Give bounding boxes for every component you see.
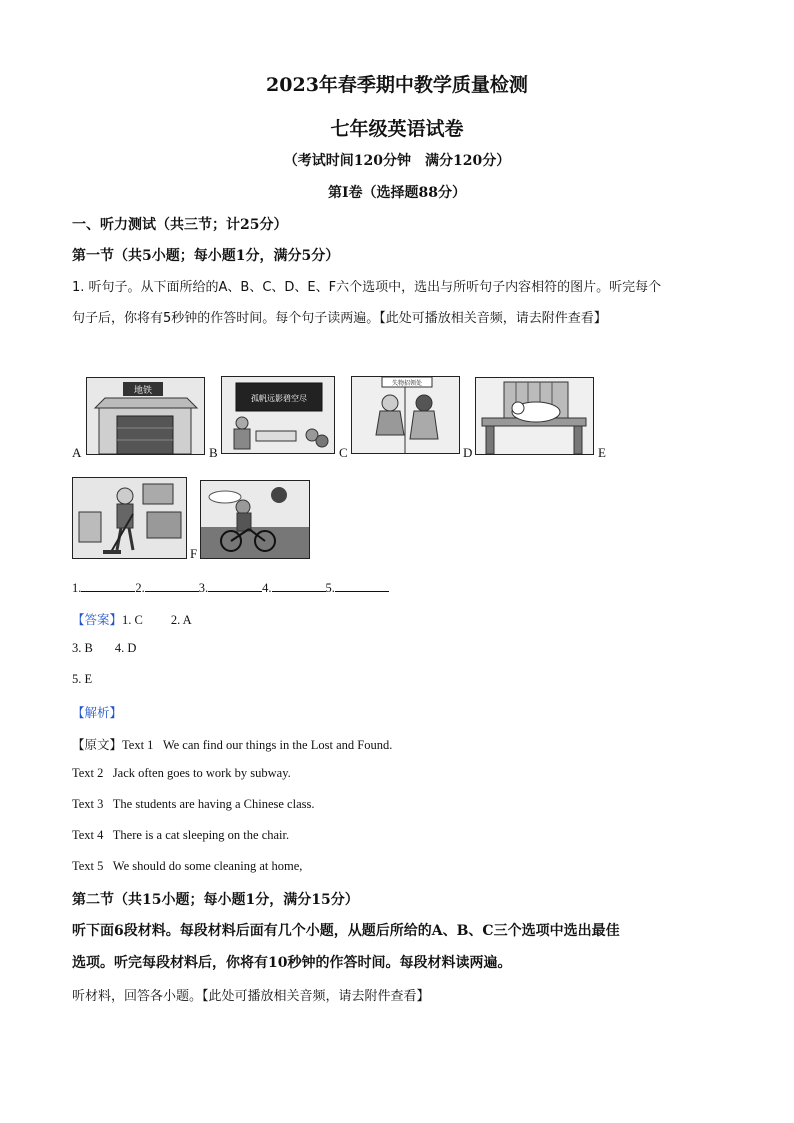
part2-heading: 第二节（共15小题；每小题1分，满分15分）	[72, 892, 359, 908]
answer-1: 1. C	[122, 613, 143, 627]
volume-heading: 第Ⅰ卷（选择题88分）	[327, 185, 467, 201]
text-1-label: Text 1	[122, 738, 154, 752]
text-3-sentence: The students are having a Chinese class.	[112, 797, 315, 811]
picture-a-subway	[86, 377, 205, 455]
answer-row-3	[72, 672, 92, 687]
text-3-label: Text 3	[72, 797, 104, 811]
blank-5[interactable]	[335, 580, 389, 592]
blackboard-text: 孤帆远影碧空尽	[251, 394, 307, 403]
blank-3[interactable]	[208, 580, 262, 592]
blank-label-5: 5.	[325, 581, 335, 595]
blank-4[interactable]	[272, 580, 326, 592]
picture-b-classroom	[221, 376, 335, 454]
blank-1[interactable]	[81, 580, 135, 592]
blank-label-2: 2.	[135, 581, 145, 595]
instruction-line-2: 句子后，你将有5秒钟的作答时间。每个句子读两遍。【此处可播放相关音频，请去附件查看】	[72, 311, 607, 326]
answer-2: 2. A	[170, 613, 192, 627]
picture-d-cat-on-chair	[475, 377, 594, 455]
part1-heading: 第一节（共5小题；每小题1分，满分5分）	[72, 248, 340, 264]
answer-5: 5. E	[72, 672, 93, 686]
transcript-text-5	[72, 859, 302, 874]
picture-c-lost-and-found	[351, 376, 460, 454]
text-5-sentence: We should do some cleaning at home,	[112, 859, 303, 873]
part2-instruction-line-2: 选项。听完每段材料后，你将有10秒钟的作答时间。每段材料读两遍。	[72, 955, 512, 971]
text-4-label: Text 4	[72, 828, 104, 842]
blank-label-3: 3.	[198, 581, 209, 595]
answer-4: 4. D	[114, 641, 137, 655]
section-heading: 一、听力测试（共三节；计25分）	[72, 217, 288, 233]
picture-bike-riding	[200, 480, 310, 559]
picture-label-b: B	[209, 445, 218, 460]
instruction-line-1: 1. 听句子。从下面所给的A、B、C、D、E、F六个选项中，选出与所听句子内容相符的图片。听完每个	[72, 280, 662, 295]
transcript-text-3	[72, 797, 314, 812]
picture-label-d: D	[463, 445, 473, 460]
answer-3: 3. B	[72, 641, 93, 655]
text-5-label: Text 5	[72, 859, 104, 873]
exam-title: 2023年春季期中教学质量检测	[266, 74, 528, 96]
blank-2[interactable]	[145, 580, 199, 592]
picture-label-e: E	[598, 445, 606, 460]
transcript-text-4	[72, 828, 289, 843]
analysis-label: 【解析】	[72, 705, 123, 720]
answer-blanks	[72, 580, 389, 596]
exam-subtitle: 七年级英语试卷	[330, 118, 464, 140]
answer-row-1	[72, 610, 192, 628]
picture-label-c: C	[339, 445, 348, 460]
answer-label: 【答案】	[72, 612, 123, 627]
picture-cleaning	[72, 477, 187, 559]
text-2-label: Text 2	[72, 766, 104, 780]
text-2-sentence: Jack often goes to work by subway.	[112, 766, 291, 780]
picture-label-a: A	[72, 445, 82, 460]
lost-found-sign-text: 失物招领处	[391, 380, 423, 387]
answer-row-2	[72, 641, 136, 656]
text-1-sentence: We can find our things in the Lost and Found.	[162, 738, 393, 752]
blank-label-1: 1.	[72, 581, 82, 595]
script-label: 【原文】	[72, 737, 123, 752]
text-4-sentence: There is a cat sleeping on the chair.	[112, 828, 290, 842]
subway-sign-text: 地铁	[133, 386, 153, 396]
transcript-text-2	[72, 766, 291, 781]
part2-note: 听材料，回答各小题。【此处可播放相关音频，请去附件查看】	[72, 989, 430, 1004]
transcript-text-1	[72, 735, 392, 753]
blank-label-4: 4.	[262, 581, 272, 595]
exam-info: （考试时间120分钟 满分120分）	[283, 153, 511, 169]
part2-instruction-line-1: 听下面6段材料。每段材料后面有几个小题，从题后所给的A、B、C三个选项中选出最佳	[72, 923, 620, 939]
picture-label-f: F	[190, 546, 198, 561]
